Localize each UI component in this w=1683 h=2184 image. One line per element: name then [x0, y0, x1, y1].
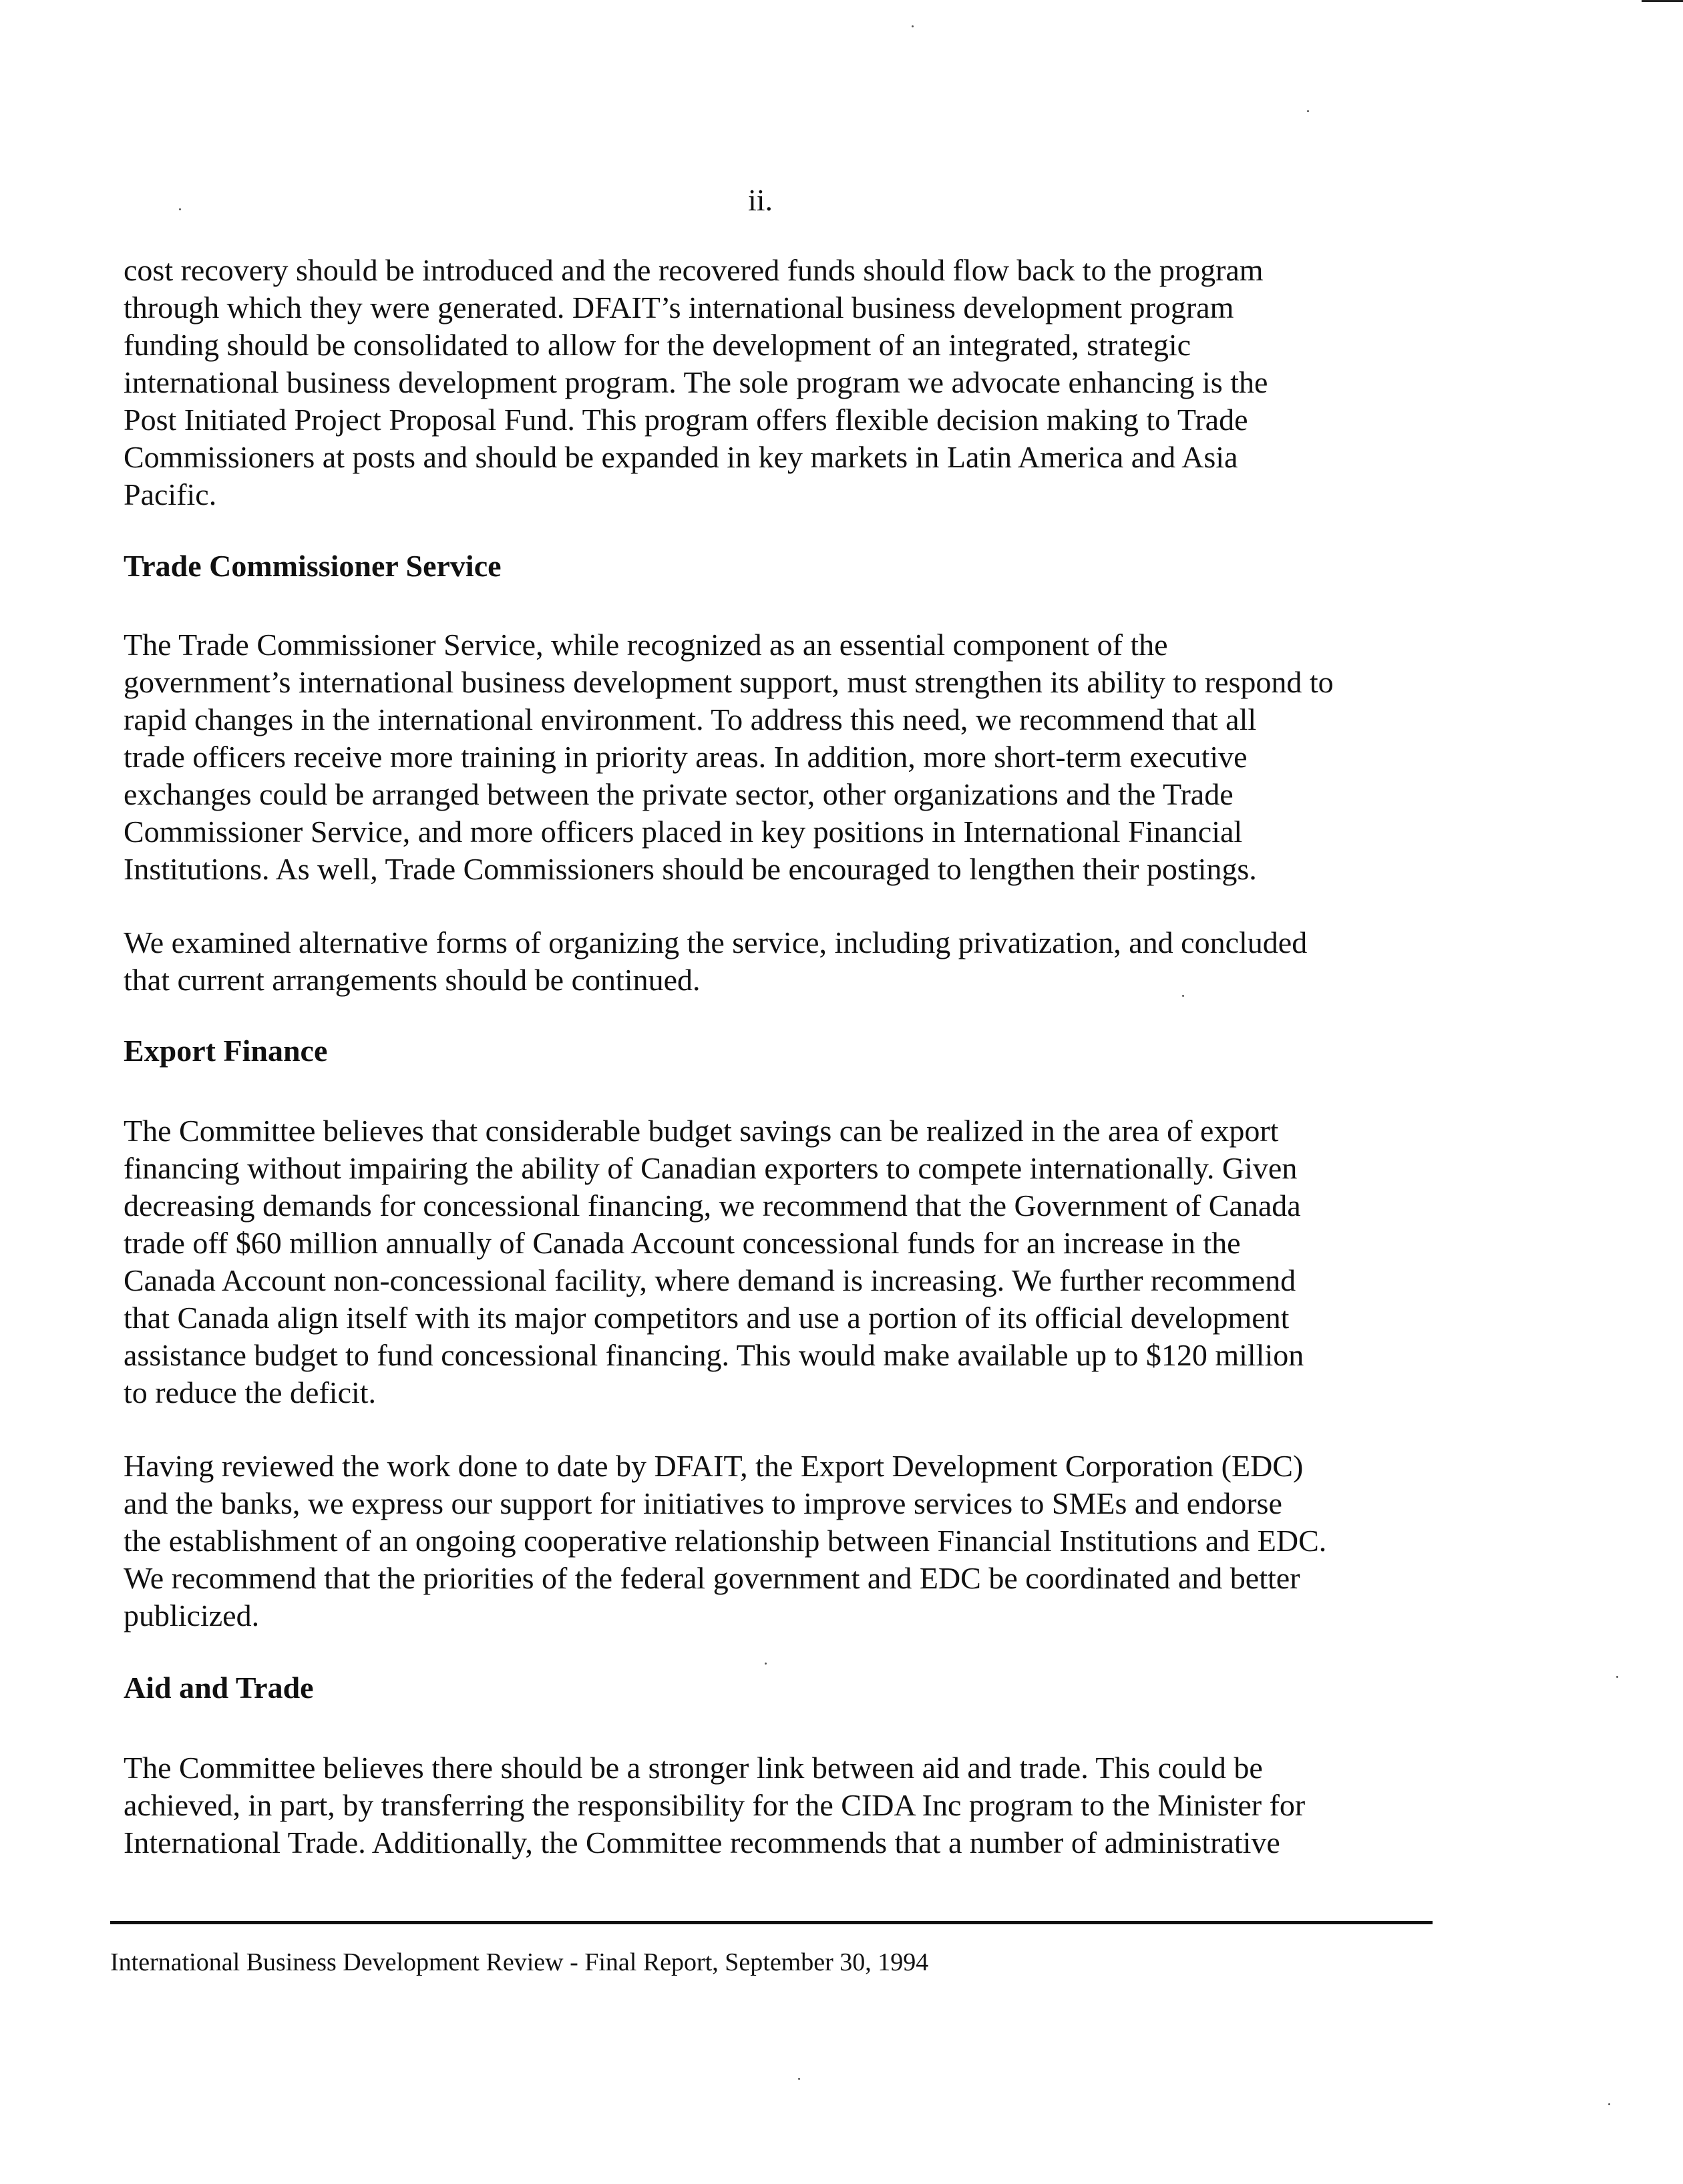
text-line: Pacific. [124, 477, 217, 511]
section-heading-aid-and-trade: Aid and Trade [124, 1671, 314, 1705]
paragraph-tcs-2 [124, 924, 1433, 999]
text-line: We recommend that the priorities of the federal government and EDC be coordinated and better [124, 1561, 1300, 1595]
text-line: international business development program. The sole program we advocate enhancing is the [124, 365, 1268, 399]
text-line: through which they were generated. DFAIT’s international business development program [124, 290, 1234, 324]
paragraph-ef-2 [124, 1448, 1433, 1634]
text-line: trade officers receive more training in priority areas. In addition, more short-term executive [124, 740, 1248, 774]
speck [1182, 995, 1184, 997]
text-line: funding should be consolidated to allow for the development of an integrated, strategic [124, 328, 1191, 362]
text-line: International Trade. Additionally, the Committee recommends that a number of administrative [124, 1825, 1280, 1860]
speck [765, 1663, 767, 1665]
text-line: We examined alternative forms of organizing the service, including privatization, and concluded [124, 925, 1308, 959]
text-line: The Committee believes that considerable budget savings can be realized in the area of export [124, 1114, 1279, 1148]
text-line: financing without impairing the ability of Canadian exporters to compete internationally. Given [124, 1151, 1298, 1185]
footer-rule [110, 1921, 1433, 1924]
text-line: Institutions. As well, Trade Commissioners should be encouraged to lengthen their postings. [124, 852, 1257, 886]
paragraph-tcs-1 [124, 626, 1433, 888]
page-number: ii. [748, 183, 773, 217]
text-line: to reduce the deficit. [124, 1375, 377, 1409]
speck [1307, 110, 1309, 112]
text-line: and the banks, we express our support for initiatives to improve services to SMEs and endorse [124, 1486, 1282, 1520]
text-line: Commissioner Service, and more officers placed in key positions in International Financial [124, 815, 1243, 849]
text-line: that Canada align itself with its major competitors and use a portion of its official development [124, 1301, 1290, 1335]
text-line: Post Initiated Project Proposal Fund. This program offers flexible decision making to Trade [124, 403, 1248, 437]
text-line: assistance budget to fund concessional financing. This would make available up to $120 million [124, 1338, 1304, 1372]
text-line: The Trade Commissioner Service, while recognized as an essential component of the [124, 628, 1168, 662]
section-heading-export-finance: Export Finance [124, 1034, 328, 1068]
text-line: that current arrangements should be continued. [124, 963, 701, 997]
text-line: cost recovery should be introduced and the recovered funds should flow back to the program [124, 253, 1264, 287]
text-line: Canada Account non-concessional facility, where demand is increasing. We further recommend [124, 1263, 1296, 1297]
text-line: rapid changes in the international environment. To address this need, we recommend that all [124, 702, 1257, 736]
speck [179, 208, 181, 210]
text-line: achieved, in part, by transferring the responsibility for the CIDA Inc program to the Minister for [124, 1788, 1306, 1822]
text-line: government’s international business development support, must strengthen its ability to respond to [124, 665, 1334, 699]
page-footer: International Business Development Review - Final Report, September 30, 1994 [110, 1948, 929, 1976]
section-heading-trade-commissioner-service: Trade Commissioner Service [124, 549, 502, 583]
text-line: The Committee believes there should be a stronger link between aid and trade. This could be [124, 1751, 1263, 1785]
text-line: Commissioners at posts and should be expanded in key markets in Latin America and Asia [124, 440, 1238, 474]
text-line: Having reviewed the work done to date by DFAIT, the Export Development Corporation (EDC) [124, 1449, 1304, 1483]
paragraph-at-1 [124, 1749, 1433, 1862]
speck [798, 2078, 800, 2080]
text-line: decreasing demands for concessional financing, we recommend that the Government of Canada [124, 1188, 1301, 1223]
scan-corner-mark [1642, 0, 1683, 10]
text-line: the establishment of an ongoing cooperative relationship between Financial Institutions and EDC. [124, 1524, 1327, 1558]
paragraph-ef-1 [124, 1112, 1433, 1411]
speck [912, 25, 914, 27]
text-line: trade off $60 million annually of Canada Account concessional funds for an increase in the [124, 1226, 1241, 1260]
paragraph-intro [124, 252, 1433, 513]
text-line: publicized. [124, 1598, 260, 1632]
speck [1608, 2103, 1610, 2105]
speck [1616, 1676, 1618, 1678]
text-line: exchanges could be arranged between the private sector, other organizations and the Trade [124, 777, 1234, 811]
